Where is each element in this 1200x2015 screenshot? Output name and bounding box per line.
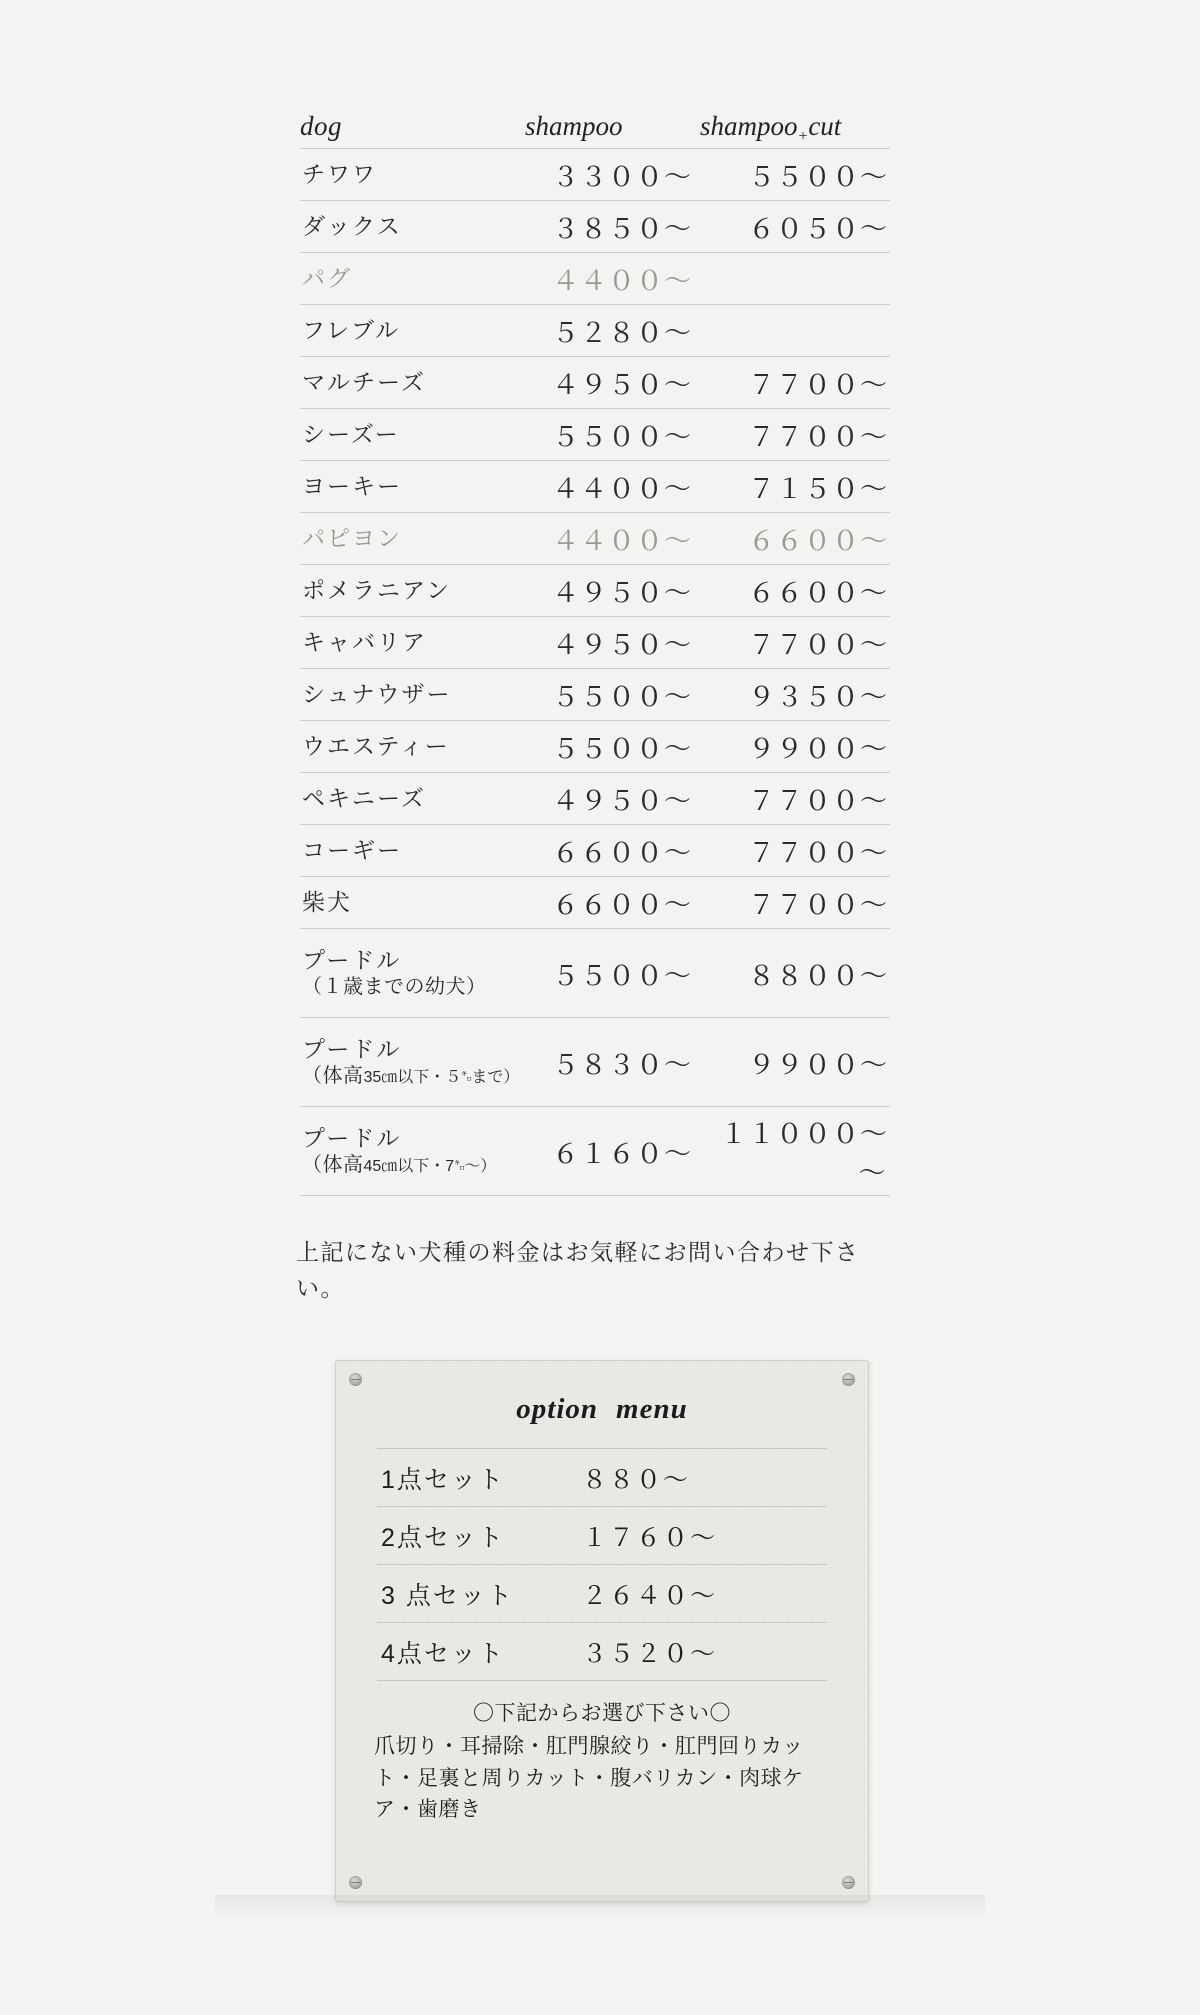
list-item <box>377 1565 827 1623</box>
breed-name: ダックス <box>300 201 517 253</box>
option-set-label: 1点セット <box>377 1449 572 1507</box>
breed-name: ポメラニアン <box>300 565 517 617</box>
subnote-height: 35 <box>363 1068 382 1086</box>
list-item <box>377 1623 827 1681</box>
screw-icon <box>349 1373 362 1386</box>
option-set-table <box>377 1448 827 1681</box>
price-note: 上記にない犬種の料金はお気軽にお問い合わせ下さい。 <box>296 1239 860 1301</box>
subnote-height: 45 <box>363 1157 382 1175</box>
shampoo-price: ４４００〜 <box>517 253 698 305</box>
shampoo-cut-price-extra: 〜 <box>858 1158 886 1188</box>
breed-name: パピヨン <box>300 513 517 565</box>
price-table-body <box>300 149 890 1196</box>
table-row <box>300 565 890 617</box>
option-item-list: 爪切り・耳掃除・肛門腺絞り・肛門回りカット・足裏と周りカット・腹バリカン・肉球ケア・歯磨き <box>374 1735 804 1821</box>
shampoo-cut-price: ９９００〜 <box>698 1018 890 1107</box>
option-choose-subtitle: 〇下記からお選び下さい〇 <box>473 1702 731 1725</box>
shampoo-price: ６６００〜 <box>517 825 698 877</box>
breed-name: チワワ <box>300 149 517 201</box>
subnote-part-a: （体高 <box>302 1153 364 1176</box>
shampoo-price: ５５００〜 <box>517 929 698 1018</box>
shampoo-cut-price: ７７００〜 <box>698 773 890 825</box>
option-set-label: 2点セット <box>377 1507 572 1565</box>
shampoo-cut-price: ９３５０〜 <box>698 669 890 721</box>
list-item <box>377 1449 827 1507</box>
price-table <box>300 148 890 1196</box>
shampoo-price: ４４００〜 <box>517 461 698 513</box>
breed-name: キャバリア <box>300 617 517 669</box>
shampoo-cut-price <box>698 1107 890 1196</box>
table-row <box>300 773 890 825</box>
shampoo-cut-price: ７７００〜 <box>698 409 890 461</box>
breed-name: パグ <box>300 253 517 305</box>
subnote-part-a: （体高 <box>302 1064 364 1087</box>
shampoo-price: ４９５０〜 <box>517 565 698 617</box>
table-row <box>300 149 890 201</box>
table-row-poodle-small <box>300 1018 890 1107</box>
screw-icon <box>349 1876 362 1889</box>
column-header-shampoo: shampoo <box>525 111 623 141</box>
option-set-label: 4点セット <box>377 1623 572 1681</box>
table-row <box>300 721 890 773</box>
table-row <box>300 253 890 305</box>
breed-subnote: （１歳までの幼犬） <box>302 975 487 998</box>
column-header-dog: dog <box>300 111 342 141</box>
table-row <box>300 617 890 669</box>
breed-name: ヨーキー <box>300 461 517 513</box>
shampoo-cut-price: ９９００〜 <box>698 721 890 773</box>
shampoo-price: ４９５０〜 <box>517 357 698 409</box>
shampoo-cut-plus: + <box>797 128 809 145</box>
shampoo-cut-price: ７７００〜 <box>698 825 890 877</box>
shampoo-cut-word1: shampoo <box>700 111 798 141</box>
breed-name-poodle <box>300 1107 517 1196</box>
breed-name: ウエスティー <box>300 721 517 773</box>
breed-name: 柴犬 <box>300 877 517 929</box>
shampoo-cut-price: ８８００〜 <box>698 929 890 1018</box>
shampoo-price: ５５００〜 <box>517 721 698 773</box>
shampoo-cut-price: ６６００〜 <box>698 513 890 565</box>
table-row <box>300 357 890 409</box>
shampoo-price: ３８５０〜 <box>517 201 698 253</box>
breed-name: フレブル <box>300 305 517 357</box>
shampoo-price: ５５００〜 <box>517 669 698 721</box>
shampoo-cut-price: ６０５０〜 <box>698 201 890 253</box>
breed-label: プードル <box>302 1125 402 1152</box>
shampoo-cut-price <box>698 305 890 357</box>
table-row <box>300 513 890 565</box>
shampoo-price: ４９５０〜 <box>517 617 698 669</box>
subnote-part-c: ㎝以下・５ <box>381 1068 462 1086</box>
shampoo-price: ４４００〜 <box>517 513 698 565</box>
shampoo-price: ６１６０〜 <box>517 1107 698 1196</box>
subnote-part-d: 〜） <box>464 1157 497 1175</box>
list-item <box>377 1507 827 1565</box>
subnote-kilo: ㌔ <box>461 1070 472 1083</box>
breed-subnote <box>302 1064 520 1089</box>
option-title-word1: option <box>516 1393 599 1425</box>
table-row <box>300 669 890 721</box>
breed-name: シーズー <box>300 409 517 461</box>
option-set-price: １７６０〜 <box>572 1507 827 1565</box>
option-set-label: 3 点セット <box>377 1565 572 1623</box>
shampoo-cut-price-value: １１０００〜 <box>720 1119 888 1149</box>
breed-label: プードル <box>302 947 402 974</box>
breed-subnote <box>302 1153 517 1178</box>
screw-icon <box>842 1373 855 1386</box>
shampoo-cut-price: ７７００〜 <box>698 357 890 409</box>
table-row-poodle-puppy <box>300 929 890 1018</box>
shampoo-cut-price: ６６００〜 <box>698 565 890 617</box>
subnote-part-d: まで） <box>471 1068 520 1086</box>
shampoo-price: ５２８０〜 <box>517 305 698 357</box>
breed-name: ペキニーズ <box>300 773 517 825</box>
price-table-section <box>300 70 888 1196</box>
subnote-kilo: ㌔ <box>454 1159 465 1172</box>
shampoo-cut-price: ７７００〜 <box>698 617 890 669</box>
shampoo-price: ３３００〜 <box>517 149 698 201</box>
option-menu-title <box>336 1393 868 1426</box>
option-title-word2: menu <box>616 1393 688 1425</box>
breed-name-poodle <box>300 1018 520 1107</box>
option-set-price: ２６４０〜 <box>572 1565 827 1623</box>
breed-name-poodle <box>300 929 517 1018</box>
shampoo-cut-word2: cut <box>808 111 842 141</box>
board-shadow <box>215 1895 985 1919</box>
table-header-row <box>300 70 880 148</box>
screw-icon <box>842 1876 855 1889</box>
option-set-price: ３５２０〜 <box>572 1623 827 1681</box>
shampoo-price: ５５００〜 <box>517 409 698 461</box>
option-menu-board <box>335 1360 869 1902</box>
table-row <box>300 305 890 357</box>
shampoo-cut-price: ５５００〜 <box>698 149 890 201</box>
breed-label: プードル <box>302 1036 402 1063</box>
table-row-poodle-large <box>300 1107 890 1196</box>
shampoo-price: ５８３０〜 <box>517 1018 698 1107</box>
subnote-part-c: ㎝以下・7 <box>381 1157 455 1175</box>
column-header-shampoo-cut <box>700 111 880 145</box>
table-row <box>300 409 890 461</box>
shampoo-cut-price: ７１５０〜 <box>698 461 890 513</box>
table-row <box>300 461 890 513</box>
breed-name: シュナウザー <box>300 669 517 721</box>
table-row <box>300 201 890 253</box>
option-set-price: ８８０〜 <box>572 1449 827 1507</box>
option-set-body <box>377 1449 827 1681</box>
shampoo-cut-price <box>698 253 890 305</box>
shampoo-price: ４９５０〜 <box>517 773 698 825</box>
shampoo-cut-price: ７７００〜 <box>698 877 890 929</box>
breed-name: マルチーズ <box>300 357 517 409</box>
table-row <box>300 877 890 929</box>
shampoo-price: ６６００〜 <box>517 877 698 929</box>
breed-name: コーギー <box>300 825 517 877</box>
table-row <box>300 825 890 877</box>
